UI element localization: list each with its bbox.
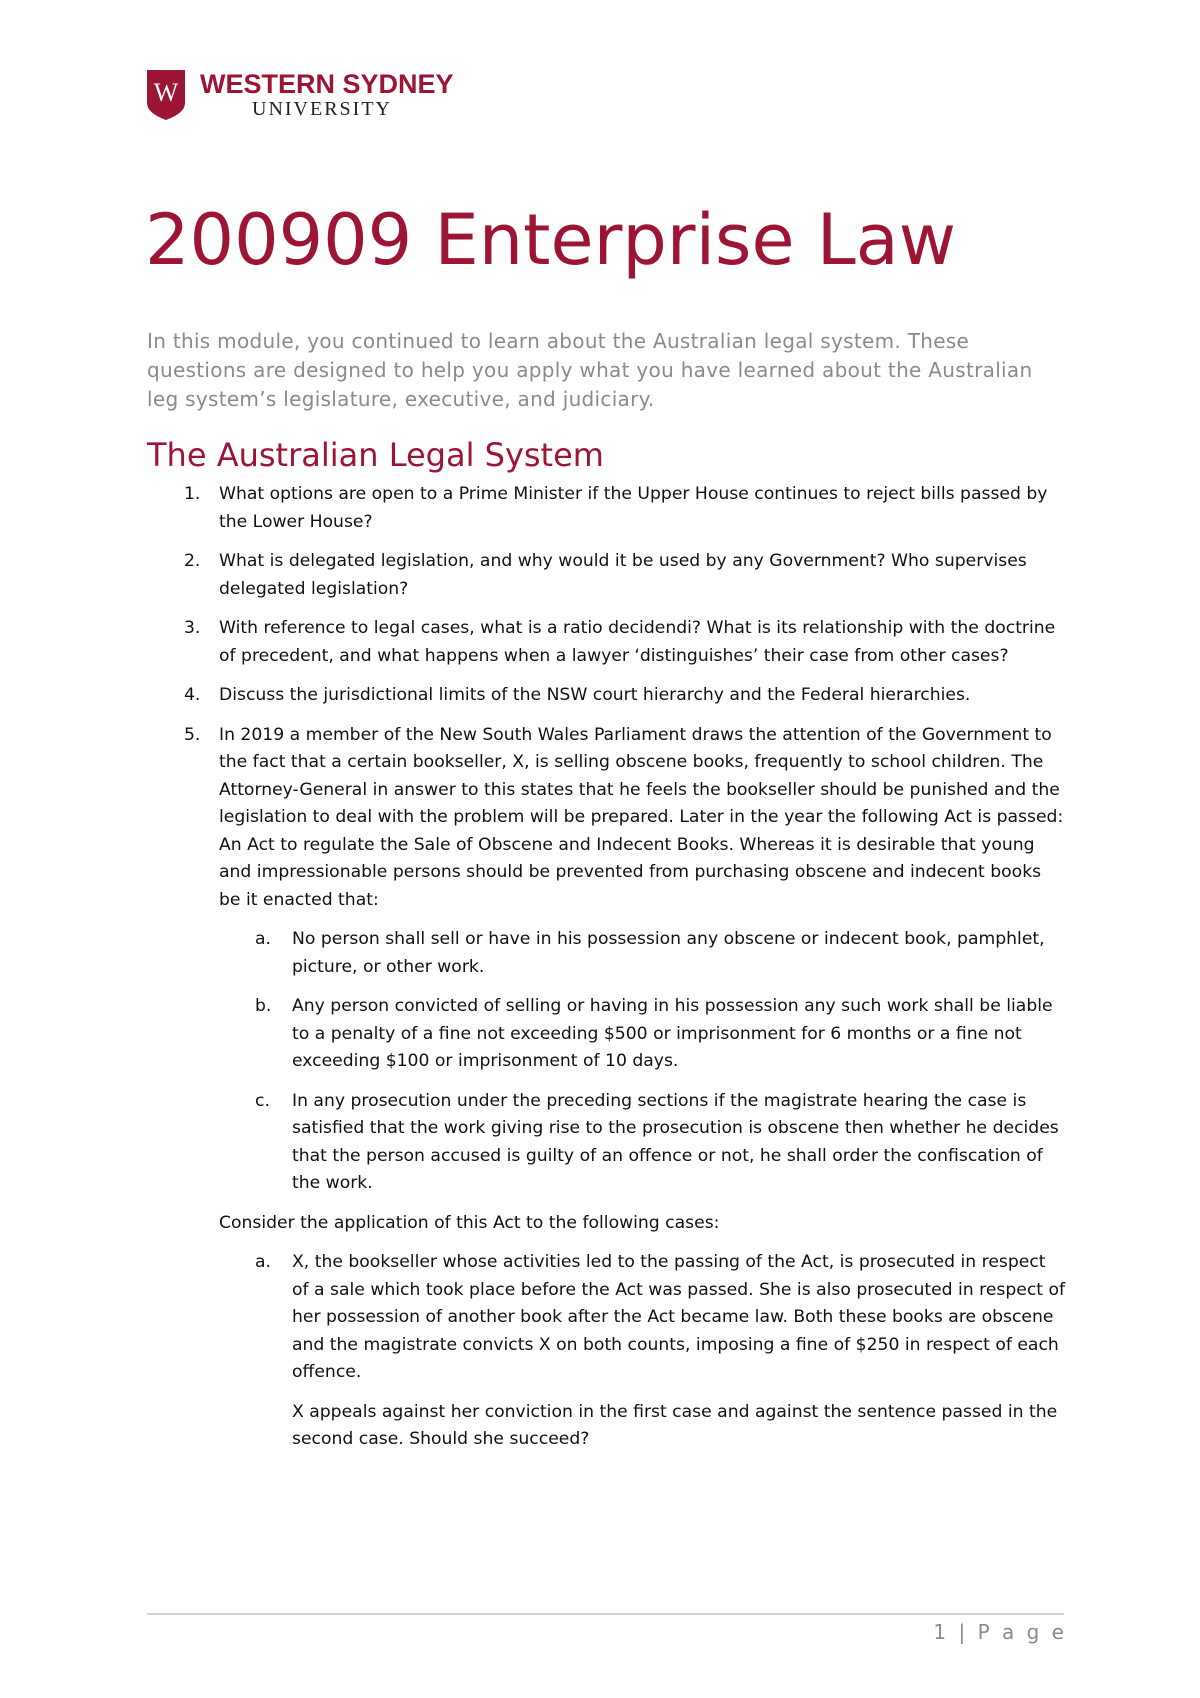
act-section-letter: c. bbox=[255, 1090, 270, 1111]
question-text: Discuss the jurisdictional limits of the NSW court hierarchy and the Federal hierarchies. bbox=[219, 685, 971, 705]
footer-divider bbox=[147, 1613, 1064, 1615]
page-number: 1 | P a g e bbox=[933, 1620, 1067, 1644]
question-number: 4. bbox=[184, 685, 201, 705]
act-preamble: An Act to regulate the Sale of Obscene and Indecent Books. Whereas it is desirable that young and impressionable persons should be prevented from purchasing obscene and indecent books be it enacted that: bbox=[219, 834, 1042, 910]
logo-line-2: UNIVERSITY bbox=[252, 98, 392, 120]
question-number: 1. bbox=[184, 484, 201, 504]
logo-line-1: WESTERN SYDNEY bbox=[200, 69, 454, 99]
act-section-letter: a. bbox=[255, 929, 271, 949]
logo-text bbox=[200, 69, 454, 119]
question-number: 5. bbox=[184, 724, 201, 745]
act-section bbox=[219, 1088, 1067, 1198]
act-section-letter: b. bbox=[255, 996, 272, 1016]
act-section-text: In any prosecution under the preceding sections if the magistrate hearing the case is satisfied that the work giving rise to the prosecution is obscene then whether he decides that the person accused is guilty of an offence or not, he shall order the confiscation of the work. bbox=[292, 1090, 1059, 1193]
question-text: What options are open to a Prime Minister if the Upper House continues to reject bills passed by the Lower House? bbox=[219, 484, 1048, 532]
questions-list bbox=[147, 481, 1067, 1466]
case-item bbox=[219, 1249, 1067, 1454]
case-list bbox=[147, 1249, 1067, 1454]
question-item bbox=[147, 481, 1067, 536]
university-logo bbox=[147, 70, 454, 120]
question-number: 2. bbox=[184, 551, 201, 571]
document-title: 200909 Enterprise Law bbox=[145, 199, 956, 281]
act-section bbox=[219, 926, 1067, 981]
shield-logo-icon bbox=[147, 70, 185, 120]
section-heading: The Australian Legal System bbox=[147, 436, 604, 474]
question-text: In 2019 a member of the New South Wales Parliament draws the attention of the Government to the fact that a certain bookseller, X, is selling obscene books, frequently to school children. The Attorney-General in answer to this states that he feels the bookseller should be punished and the legislation to deal with the problem will be prepared. Later in the year the following Act is passed: bbox=[219, 724, 1064, 827]
case-letter: a. bbox=[255, 1252, 271, 1272]
question-text: What is delegated legislation, and why would it be used by any Government? Who supervises delegated legislation? bbox=[219, 551, 1027, 599]
case-text: X, the bookseller whose activities led to the passing of the Act, is prosecuted in respect of a sale which took place before the Act was passed. She is also prosecuted in respect of her possession of another book after the Act became law. Both these books are obscene and the magistrate convicts X on both counts, imposing a fine of $250 in respect of each offence. bbox=[292, 1252, 1066, 1382]
question-item bbox=[147, 615, 1067, 670]
question-item bbox=[147, 548, 1067, 603]
act-section bbox=[219, 993, 1067, 1076]
question-text: With reference to legal cases, what is a ratio decidendi? What is its relationship with the doctrine of precedent, and what happens when a lawyer ‘distinguishes’ their case from other cases? bbox=[219, 618, 1056, 666]
act-section-text: No person shall sell or have in his possession any obscene or indecent book, pamphlet, picture, or other work. bbox=[292, 929, 1045, 977]
question-item bbox=[147, 722, 1067, 1198]
intro-paragraph: In this module, you continued to learn about the Australian legal system. These questions are designed to help you apply what you have learned about the Australian leg system’s legislature, executive, and judiciary. bbox=[147, 329, 1033, 411]
svg-text:W: W bbox=[153, 78, 179, 107]
consider-text: Consider the application of this Act to the following cases: bbox=[219, 1212, 720, 1233]
question-item bbox=[147, 682, 1067, 710]
question-number: 3. bbox=[184, 618, 201, 638]
case-question: X appeals against her conviction in the first case and against the sentence passed in the second case. Should she succeed? bbox=[292, 1401, 1058, 1449]
act-section-text: Any person convicted of selling or having in his possession any such work shall be liable to a penalty of a fine not exceeding $500 or imprisonment for 6 months or a fine not exceeding $100 or imprisonment of 10 days. bbox=[292, 996, 1053, 1071]
